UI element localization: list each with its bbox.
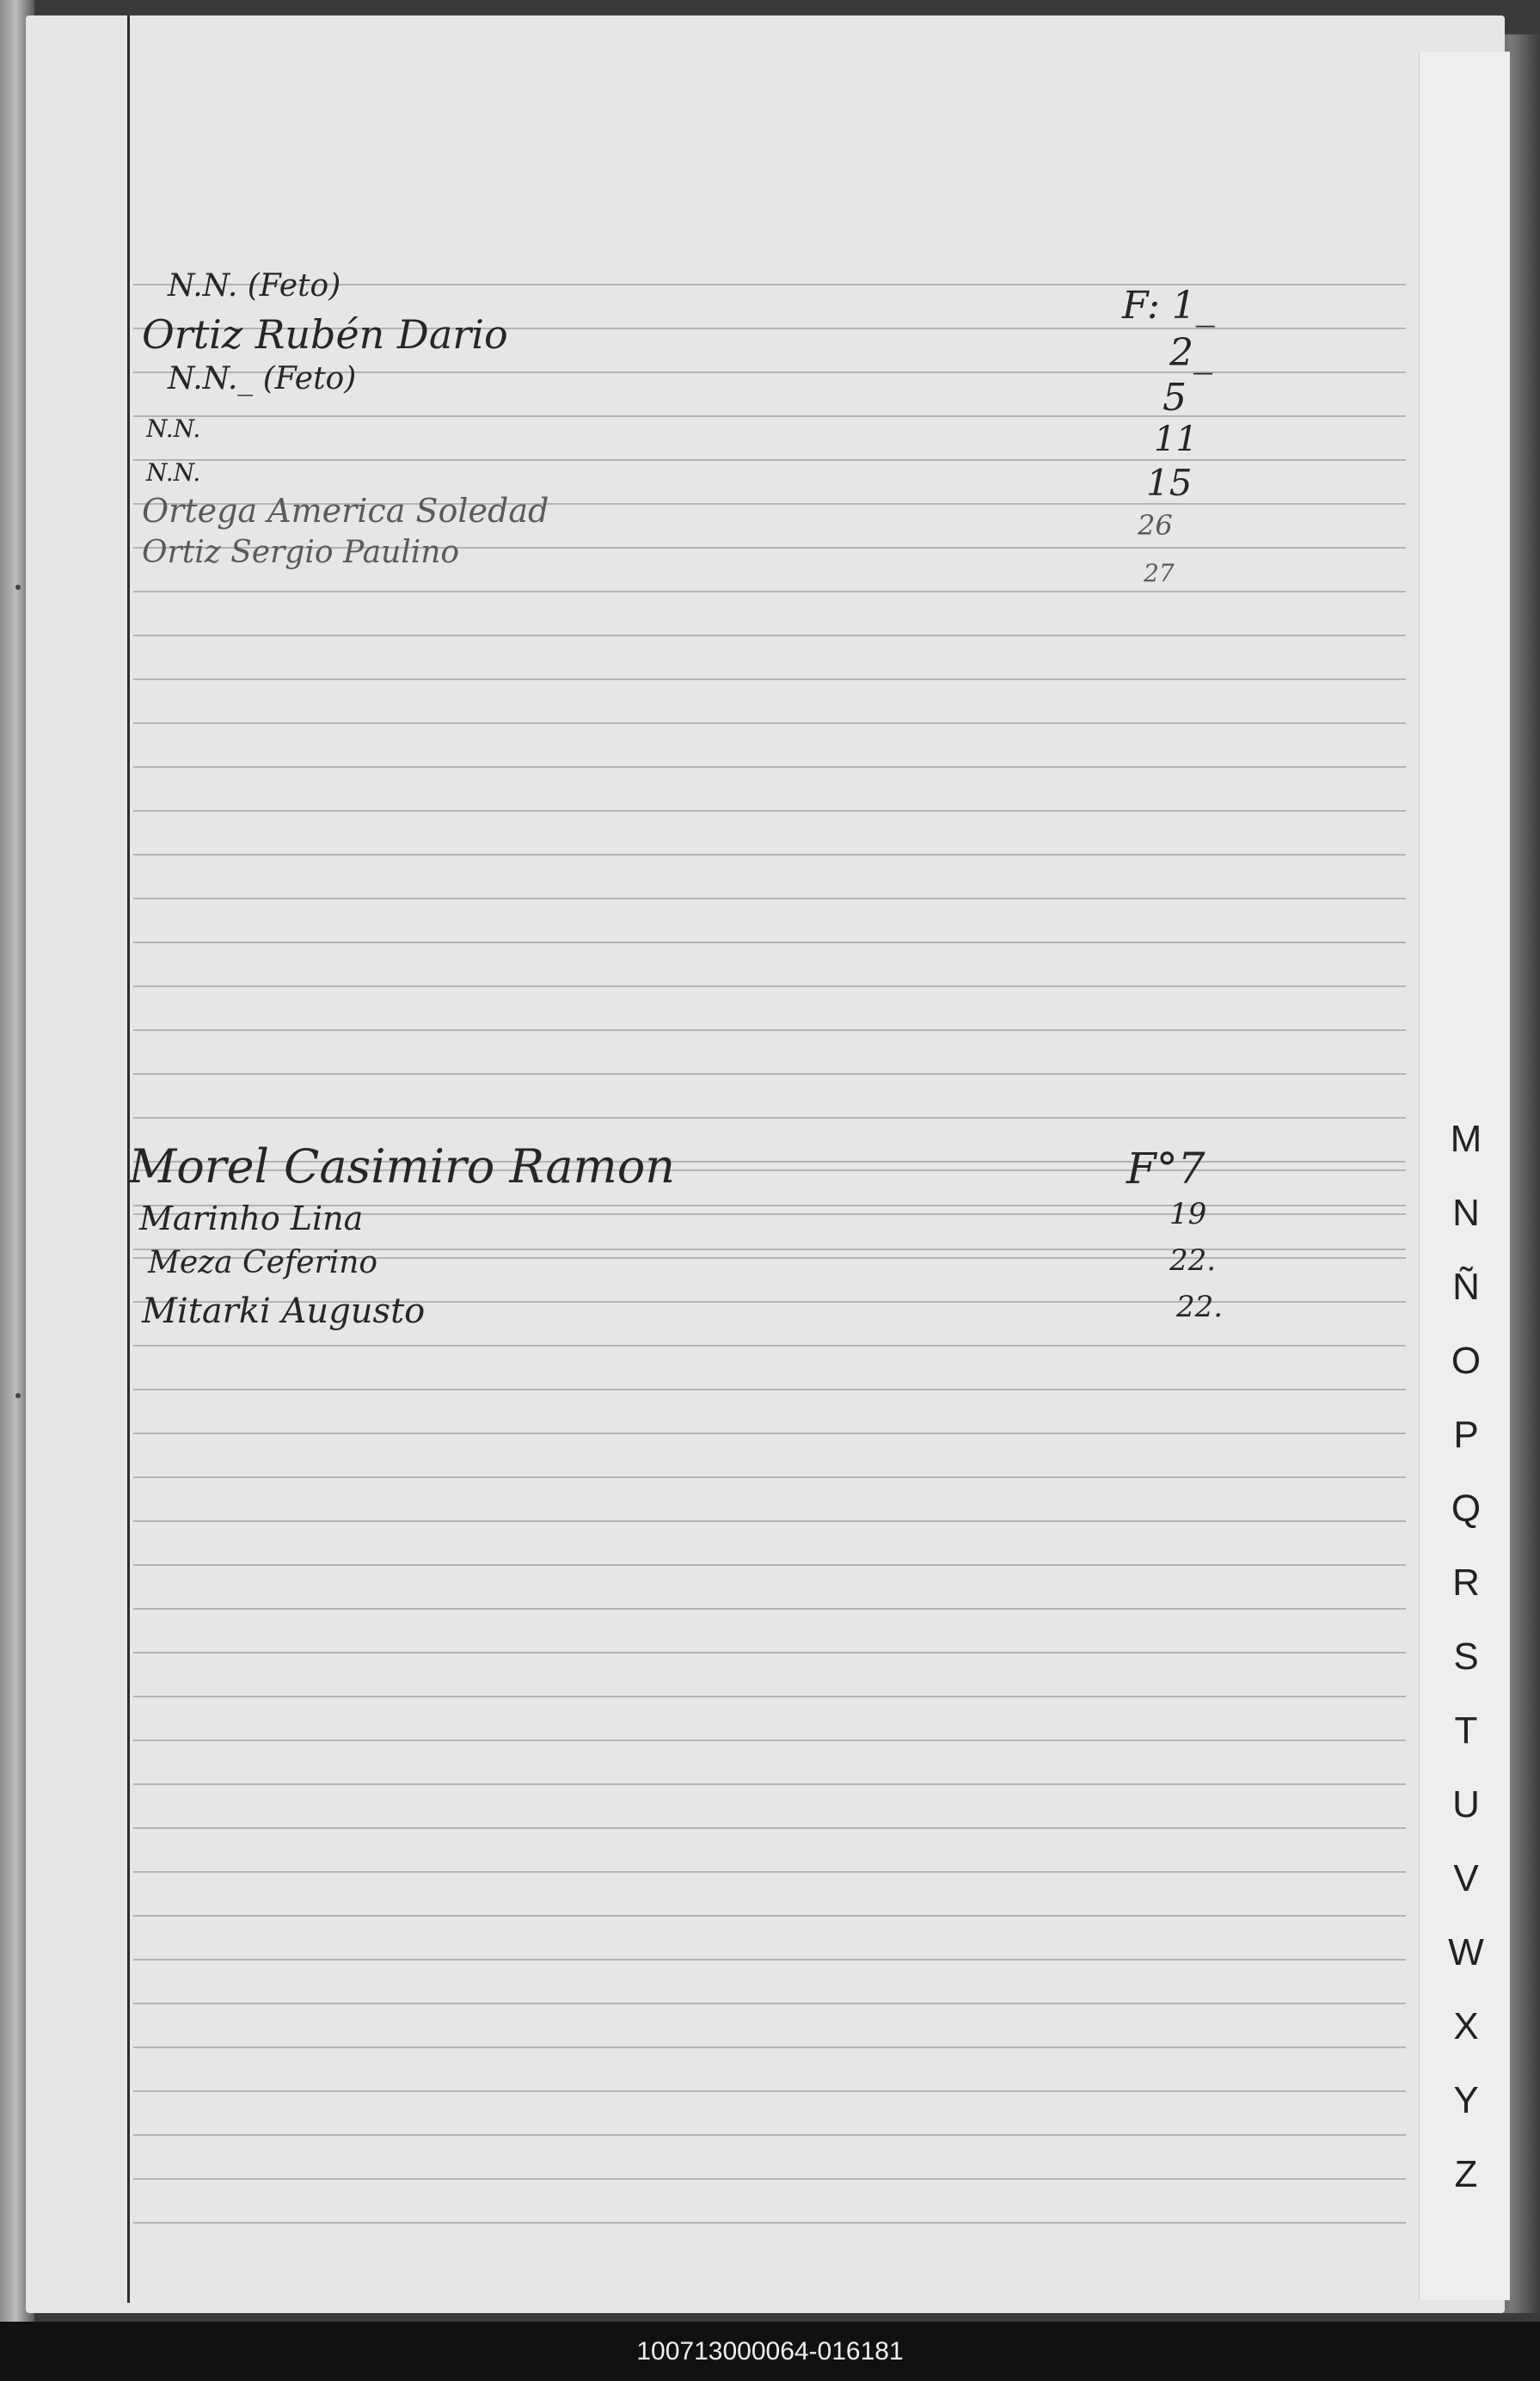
index-tab-y[interactable]: Y [1453, 2079, 1479, 2121]
binding-stitch [15, 1393, 21, 1398]
ruled-line [133, 1959, 1406, 1961]
ruled-line [133, 722, 1406, 724]
ruled-line [133, 1029, 1406, 1031]
entry-name: Meza Ceferino [148, 1245, 378, 1280]
entry-name: Marinho Lina [139, 1200, 364, 1237]
ruled-line [133, 1608, 1406, 1610]
entry-folio: 11 [1154, 420, 1198, 459]
entry-name: Ortiz Sergio Paulino [142, 535, 460, 570]
ruled-line [133, 1783, 1406, 1785]
entry-folio: 5 [1163, 376, 1187, 420]
ruled-line [133, 1827, 1406, 1829]
index-tab-q[interactable]: Q [1451, 1488, 1482, 1530]
ruled-line [133, 942, 1406, 943]
index-tab-w[interactable]: W [1448, 1931, 1484, 1973]
entry-folio: 22. [1176, 1290, 1224, 1324]
entry-folio: 2_ [1169, 331, 1212, 375]
index-tab-enie[interactable]: Ñ [1452, 1266, 1480, 1308]
binding-stitch [15, 585, 21, 590]
ruled-line [133, 459, 1406, 461]
entry-name: Morel Casimiro Ramon [129, 1139, 676, 1194]
ruled-line [133, 854, 1406, 856]
ruled-line [133, 1564, 1406, 1566]
index-tab-n[interactable]: N [1452, 1192, 1480, 1234]
entry-folio: F°7 [1126, 1144, 1206, 1194]
index-tab-r[interactable]: R [1452, 1562, 1480, 1604]
ruled-line [133, 2222, 1406, 2224]
index-tab-z[interactable]: Z [1454, 2153, 1478, 2195]
entry-name: N.N. (Feto) [168, 268, 341, 304]
ruled-line [133, 1915, 1406, 1917]
ruled-line [133, 810, 1406, 812]
ruled-line [133, 985, 1406, 987]
ruled-line [133, 1073, 1406, 1075]
document-id: 100713000064-016181 [636, 2337, 904, 2366]
entry-folio: F: 1_ [1122, 284, 1215, 328]
ruled-line [133, 415, 1406, 417]
ruled-line [133, 1389, 1406, 1390]
index-tab-t[interactable]: T [1454, 1709, 1478, 1752]
ruled-line [133, 2003, 1406, 2004]
ruled-line [133, 1520, 1406, 1522]
ruled-line [133, 766, 1406, 768]
entry-folio: 15 [1146, 462, 1193, 504]
ruled-line [133, 1696, 1406, 1697]
entry-folio: 26 [1138, 509, 1173, 542]
ruled-line [133, 1345, 1406, 1347]
index-tab-u[interactable]: U [1452, 1783, 1480, 1826]
entry-name: N.N. [146, 414, 201, 443]
entry-name: N.N. [146, 458, 201, 487]
entry-name: Ortega America Soledad [142, 492, 549, 530]
index-tab-v[interactable]: V [1453, 1857, 1479, 1899]
ruled-line [133, 898, 1406, 899]
ruled-line [133, 2047, 1406, 2048]
ruled-line [133, 1476, 1406, 1478]
ruled-line [133, 635, 1406, 636]
index-tab-o[interactable]: O [1451, 1340, 1482, 1382]
entry-folio: 22. [1169, 1243, 1217, 1278]
ruled-line [133, 1871, 1406, 1873]
ruled-line [133, 1117, 1406, 1119]
ruled-line [133, 678, 1406, 680]
ruled-line [133, 2090, 1406, 2092]
entry-name: Mitarki Augusto [142, 1292, 426, 1331]
entry-folio: 27 [1144, 559, 1175, 587]
ruled-line [133, 1652, 1406, 1654]
ruled-line [133, 591, 1406, 592]
index-tab-m[interactable]: M [1450, 1118, 1482, 1160]
ruled-line [133, 1740, 1406, 1741]
ruled-line [133, 2134, 1406, 2136]
index-tab-x[interactable]: X [1453, 2005, 1479, 2047]
entry-name: N.N._ (Feto) [168, 361, 357, 396]
index-tab-p[interactable]: P [1453, 1414, 1479, 1456]
index-tab-s[interactable]: S [1453, 1635, 1479, 1678]
entry-name: Ortiz Rubén Dario [142, 311, 508, 358]
ruled-line [133, 1433, 1406, 1434]
ruled-line [133, 2178, 1406, 2180]
entry-folio: 19 [1169, 1197, 1207, 1231]
